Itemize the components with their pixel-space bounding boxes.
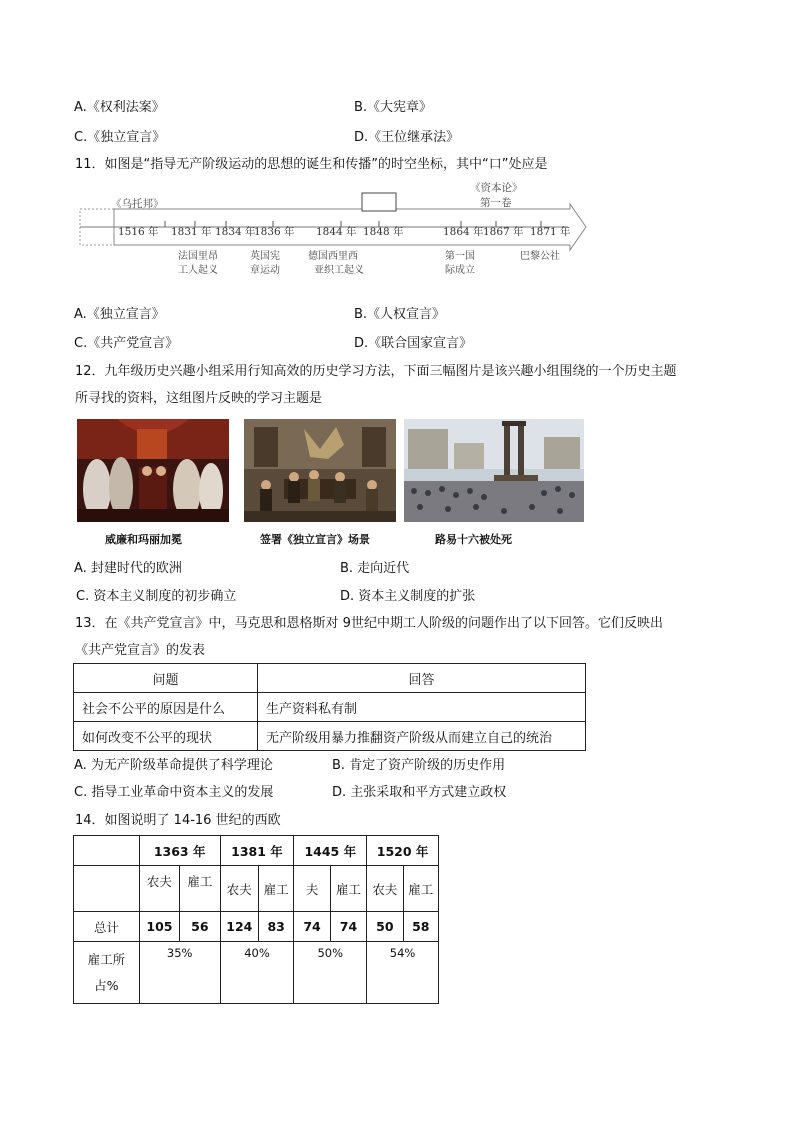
q13-option-b: B. 肯定了资产阶级的历史作用 [332, 758, 506, 773]
q13-option-c: C. 指导工业革命中资本主义的发展 [74, 785, 274, 800]
timeline-event: 亚织工起义 [314, 265, 364, 276]
timeline-event: 巴黎公社 [520, 251, 560, 262]
timeline-year: 1871 年 [530, 226, 571, 238]
timeline-event: 工人起义 [178, 265, 218, 276]
q10-option-a: A.《权利法案》 [74, 100, 165, 115]
timeline-year: 1844 年 [316, 226, 357, 238]
q13-stem-line2: 《共产党宣言》的发表 [75, 643, 206, 658]
q13-cell: 如何改变不公平的现状 [74, 722, 258, 751]
q13-option-a: A. 为无产阶级革命提供了科学理论 [74, 758, 273, 773]
q14-total: 105 [139, 912, 179, 942]
q12-stem-line2: 所寻找的资料，这组图片反映的学习主题是 [75, 391, 323, 406]
q14-pct: 35% [139, 942, 220, 1004]
timeline-event: 第一国 [445, 251, 475, 262]
q13-cell: 无产阶级用暴力推翻资产阶级从而建立自己的统治 [258, 722, 586, 751]
q14-total: 124 [220, 912, 258, 942]
q14-subheader: 农夫 [220, 866, 258, 912]
q14-total: 50 [367, 912, 403, 942]
q14-subheader: 雇工 [259, 866, 294, 912]
timeline-event: 德国西里西 [308, 251, 358, 262]
q14-total: 74 [294, 912, 330, 942]
q14-subheader: 农夫 [367, 866, 403, 912]
timeline-year: 1831 年 [171, 226, 212, 238]
timeline-event: 法国里昂 [178, 251, 218, 262]
q14-total: 56 [180, 912, 220, 942]
q14-pct: 50% [294, 942, 367, 1004]
timeline-event: 英国宪 [250, 251, 280, 262]
q13-stem-line1: 13．在《共产党宣言》中，马克思和恩格斯对 9世纪中期工人阶级的问题作出了以下回答。它们反映出 [75, 616, 663, 631]
q14-total: 83 [259, 912, 294, 942]
q13-cell: 生产资料私有制 [258, 693, 586, 722]
q12-stem-line1: 12．九年级历史兴趣小组采用行知高效的历史学习方法，下面三幅图片是该兴趣小组围绕的一个历史主题 [75, 364, 677, 379]
q14-pct: 54% [367, 942, 439, 1004]
timeline-capital-label: 《资本论》 [470, 182, 523, 194]
q10-option-d: D.《王位继承法》 [354, 130, 460, 145]
q11-option-d: D.《联合国家宣言》 [354, 336, 473, 351]
q12-option-a: A. 封建时代的欧洲 [74, 561, 182, 576]
q14-total-label: 总计 [74, 912, 140, 942]
caption-coronation: 威廉和玛丽加冕 [105, 533, 182, 546]
timeline-book-label: 《乌托邦》 [111, 198, 164, 210]
q11-option-c: C.《共产党宣言》 [74, 336, 179, 351]
q14-subheader: 雇工 [403, 866, 438, 912]
q14-year: 1445 年 [294, 836, 367, 866]
q14-pct: 40% [220, 942, 294, 1004]
q14-total: 74 [330, 912, 366, 942]
q13-header-question: 问题 [74, 664, 258, 693]
timeline-year: 1834 年 [215, 226, 256, 238]
q10-option-b: B.《大宪章》 [354, 100, 433, 115]
timeline-event: 际成立 [445, 265, 475, 276]
timeline-capital-sublabel: 第一卷 [480, 197, 512, 209]
q12-option-b: B. 走向近代 [340, 561, 410, 576]
q14-subheader: 雇工 [330, 866, 366, 912]
q14-table [73, 835, 439, 1004]
q14-stem: 14．如图说明了 14-16 世纪的西欧 [75, 813, 281, 828]
louis-xvi-execution-painting [404, 419, 584, 522]
coronation-painting [77, 419, 229, 522]
timeline-year: 1848 年 [363, 226, 404, 238]
timeline-event: 章运动 [250, 265, 280, 276]
q14-total: 58 [403, 912, 438, 942]
q14-year: 1520 年 [367, 836, 439, 866]
timeline-year: 1864 年 [443, 226, 484, 238]
q11-timeline [78, 180, 588, 280]
q14-pct-label [74, 942, 140, 1004]
q14-pct-label-line1: 雇工所 [87, 951, 126, 967]
q13-header-answer: 回答 [258, 664, 586, 693]
q11-option-a: A.《独立宣言》 [74, 307, 165, 322]
q12-option-c: C. 资本主义制度的初步确立 [76, 589, 237, 604]
declaration-signing-painting [244, 419, 396, 522]
q12-option-d: D. 资本主义制度的扩张 [340, 589, 476, 604]
timeline-year: 1836 年 [254, 226, 295, 238]
caption-execution: 路易十六被处死 [435, 533, 512, 546]
q13-option-d: D. 主张采取和平方式建立政权 [332, 785, 507, 800]
caption-signing: 签署《独立宣言》场景 [260, 533, 370, 546]
timeline-blank-box [362, 193, 396, 211]
q14-pct-label-line2: 占% [94, 977, 119, 993]
timeline-year: 1516 年 [118, 226, 159, 238]
q13-table [73, 663, 586, 751]
q10-option-c: C.《独立宣言》 [74, 130, 166, 145]
q14-year: 1363 年 [139, 836, 220, 866]
timeline-year: 1867 年 [483, 226, 524, 238]
q11-stem: 11．如图是“指导无产阶级运动的思想的诞生和传播”的时空坐标，其中“口”处应是 [75, 157, 548, 172]
q14-subheader: 夫 [294, 866, 330, 912]
q14-year: 1381 年 [220, 836, 294, 866]
q13-cell: 社会不公平的原因是什么 [74, 693, 258, 722]
q14-subheader: 农夫 [139, 866, 179, 912]
q11-option-b: B.《人权宣言》 [354, 307, 446, 322]
q14-subheader: 雇工 [180, 866, 220, 912]
